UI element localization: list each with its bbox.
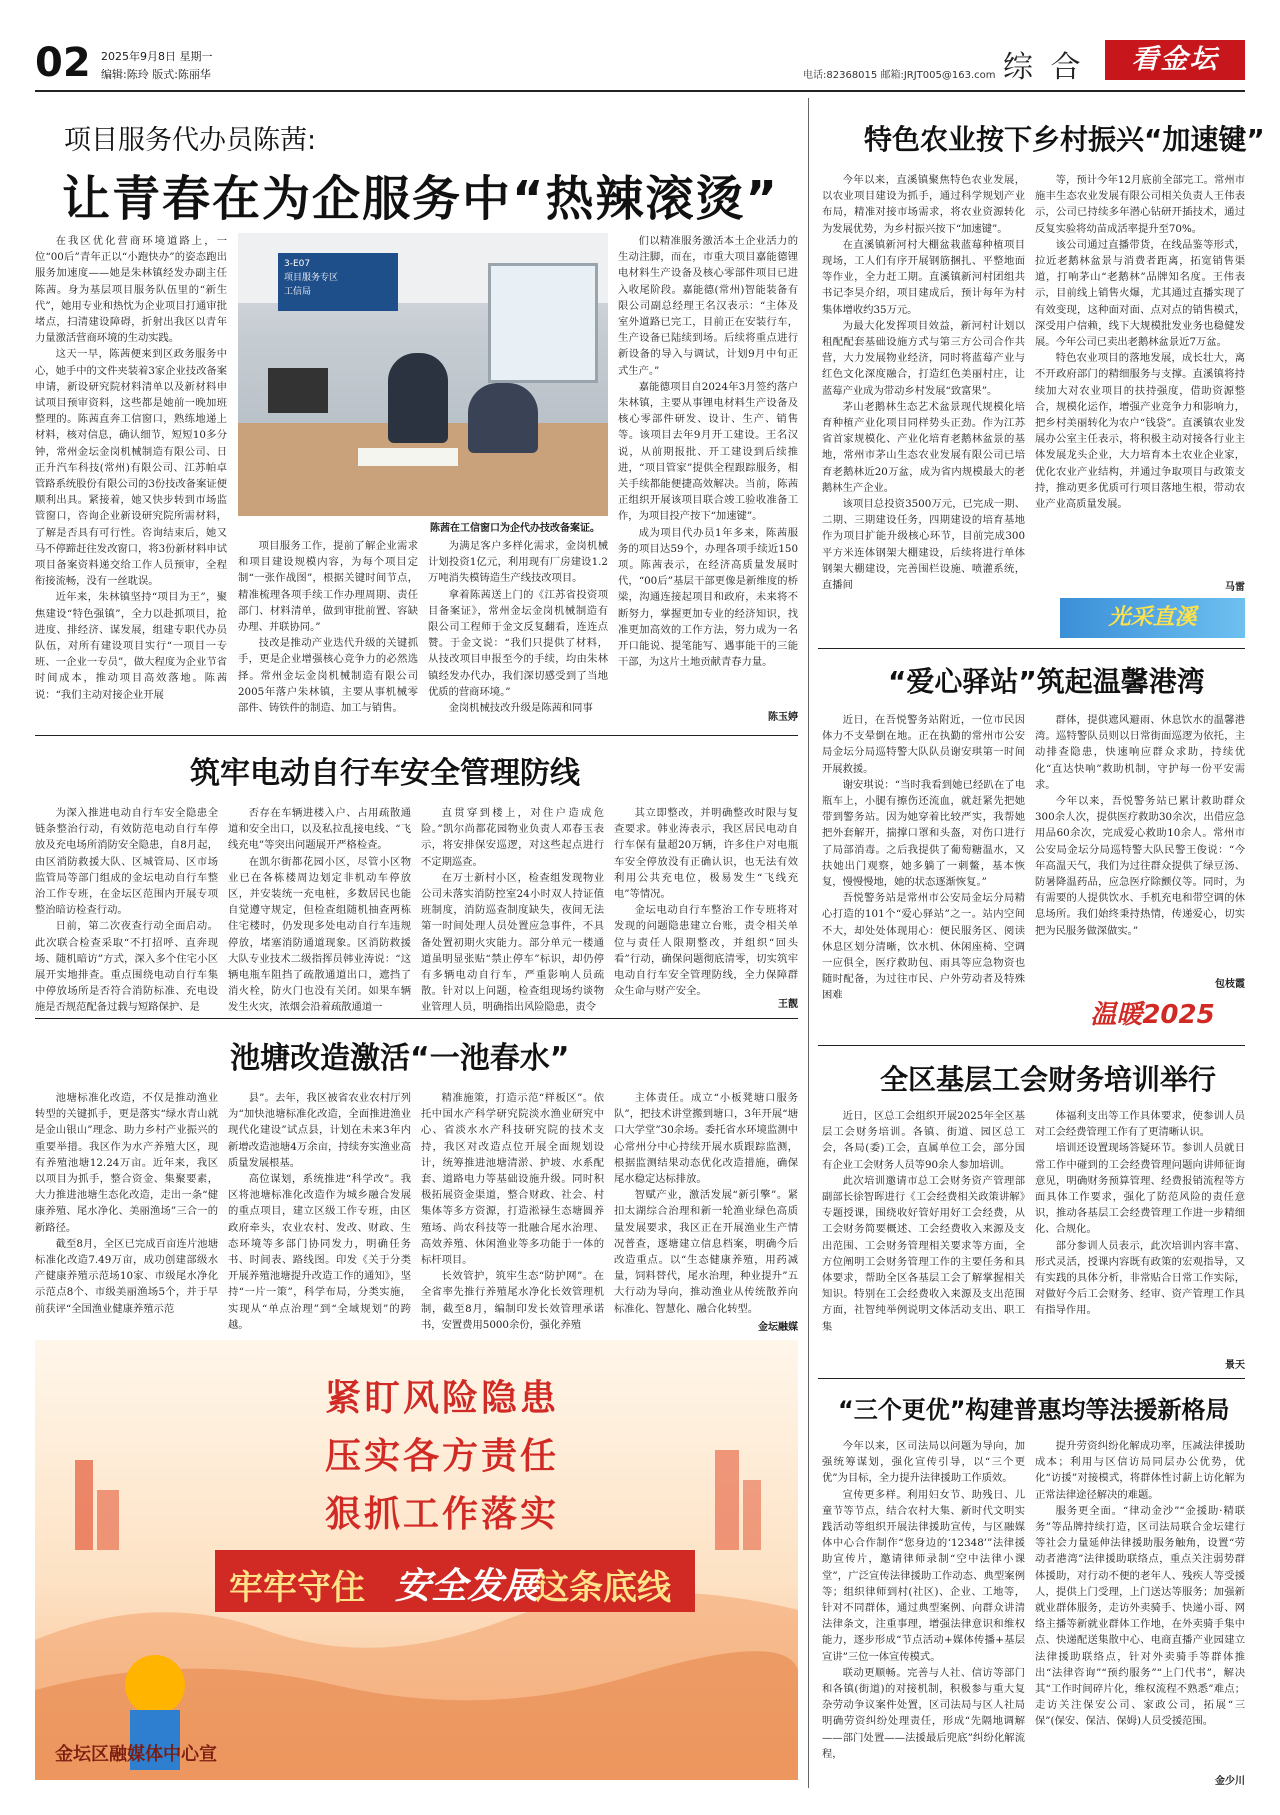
article1-title: 让青春在为企服务中“热辣滚烫” bbox=[62, 171, 780, 227]
article6-col1: 近日，区总工会组织开展2025年全区基层工会财务培训。各镇、街道、园区总工会，各局(委)工会，直属单位工会，部分国有企业工会财务人员等90余人参加培训。 此次培训邀请市总工会财务资产管理部副部长徐智晖进行《工会经费相关政策讲解》专题授课，围绕收好管好用好工会经费，从工会财务简要概述、工会经费收入来源及支出范围、工会财务管理相关要求等方面，全方位阐明工会财务管理工作的主要任务和具体要求，帮助全区各基层工会了解掌握相关知识。特别在工会经费收入来源及支出范围方面，社智纯举例说明文体活动支出、职工集 bbox=[822, 1110, 1025, 1333]
photo-person-right bbox=[468, 383, 538, 453]
article3-col3: 精准施策，打造示范“样板区”。依托中国水产科学研究院淡水渔业研究中心、省淡水水产科技研究院的技术支持，我区对改造点位开展全面规划设计，统筹推进池塘清淤、护坡、水系配套、道路电力等基础设施升级。同时积极拓展资金渠道，整合财政、社会、村集体等多方资源，打造淞禄生态塘圆养殖场、尚农科技等一批融合尾水治理、高效养殖、休闲渔业等多功能于一体的标杆项目。 长效管护，筑牢生态“防护网”。在全省率先推行养殖尾水净化长效管理机制，截至8月，编制印发长效管理承诺书，安置费用5000余份，强化养殖 bbox=[421, 1092, 604, 1331]
article2-col2: 否存在车辆进楼入户、占用疏散通道和安全出口，以及私拉乱接电线、“飞线充电”等突出问题展开严格检查。 在凯尔街都花园小区，尽管小区物业已在各栋楼周边划定非机动车停放区，并安装统一充电桩，多数居民也能自觉遵守规定，但检查组随机抽查两栋住宅楼时，仍发现多处电动自行车违规停放，堵塞消防通道现象。区消防救援大队专业技术二级指挥员韩业涛说：“这辆电瓶车阻挡了疏散通道出口，遮挡了消火栓，防火门也没有关闭。如果车辆发生火灾，浓烟会沿着疏散通道一 bbox=[228, 807, 411, 1014]
editors: 编辑:陈玲 版式:陈丽华 bbox=[101, 68, 211, 81]
article4-col1: 今年以来，直溪镇聚焦特色农业发展，以农业项目建设为抓手，通过科学规划产业布局，精准对接市场需求，将农业资源转化为发展优势，为乡村振兴按下“加速键”。 在直溪镇新河村大棚盆栽蓝莓种植项目现场，工人们有序开展钢筋捆扎、平整地面等作业，全力赶工期。直溪镇新河村团组共书记李昊介绍，项目建成后，预计每年为村集体增收约35万元。 为最大化发挥项目效益，新河村计划以租配配套基础设施方式与第三方公司合作共营，大力发展物业经济，同时将蓝莓产业与红色文化深度融合，打造红色美丽村庄，让蓝莓产业成为带动乡村发展“致富果”。 茅山老鹅林生态艺术盆景现代规模化培育种植产业化项目同样势头正劲。作为江苏省首家规模化、产业化培育老鹅林盆景的基地，常州市茅山生态农业发展有限公司已培育老鹅林近20万盆，成为省内规模最大的老鹅林生产企业。 该项目总投资3500万元，已完成一期、二期、三期建设任务，四期建设的培育基地作为项目扩能升级核心环节，目前完成300平方米连体钢架大棚建设，后续将进行单体钢架大棚建设，完善围栏设施、喷灌系统，直播间 bbox=[822, 174, 1025, 592]
article5-col2: 群体，提供遮风避雨、休息饮水的温馨港湾。巡特警队员则以日常街面巡逻为依托，主动排查隐患，快速响应群众求助，持续优化“直达快响”救助机制，守护每一份平安需求。 今年以来，吾悦警务站已累计救助群众300余人次，提供医疗救助30余次，出借应急用品60余次，完成爱心救助10余人。常州市公安局金坛分局巡特警大队民警王俊说：“今年高温天气，我们为过往群众提供了绿豆汤、防暑降温药品，应急医疗除颤仪等。同时，为有需要的人提供饮水、手机充电和带空调的休息场所。我们始终秉持热情，传递爱心，切实把为民服务做深做实。” bbox=[1035, 714, 1245, 937]
divider-a1-a2 bbox=[35, 735, 798, 736]
article6-col2: 体福利支出等工作具体要求，使参训人员对工会经费管理工作有了更清晰认识。 培训还设置现场答疑环节。参训人员就日常工作中碰到的工会经费管理问题向讲师征询意见，明确财务预算管理、经费报销流程等方面具体工作要求，强化了防范风险的责任意识，推动各基层工会经费管理工作进一步精细化、合规化。 部分参训人员表示，此次培训内容丰富、形式灵活，授课内容既有政策的宏观指导，又有实践的具体分析，非常贴合日常工作实际，对做好今后工会财务、经审、资产管理工作具有指导作用。 bbox=[1035, 1110, 1245, 1317]
divider-a2-a3 bbox=[35, 1018, 798, 1019]
ad-banner bbox=[215, 1550, 695, 1612]
article3-col2: 县”。去年，我区被省农业农村厅列为“加快池塘标准化改造，全面推进渔业现代化建设”试点县，计划在未来3年内新增改造池塘4万余亩，持续夯实渔业高质量发展根基。 高位谋划，系统推进“科学改”。我区将池塘标准化改造作为城乡融合发展的重点项目，建立区级工作专班，由区政府牵头，农业农村、发改、财政、生态环境等多部门协同发力，明确任务书、时间表、路线图。印发《关于分类开展养殖池塘提升改造工作的通知》，坚持“一片一策”，科学布局，分类实施，实现从“单点治理”到“全域规划”的跨越。 bbox=[228, 1092, 411, 1331]
page-number: 02 bbox=[35, 40, 91, 86]
article2-byline: 王靓 bbox=[778, 999, 798, 1010]
ad-line1: 紧盯风险隐患 bbox=[325, 1378, 560, 1419]
article1-col1: 在我区优化营商环境道路上，一位“00后”青年正以“小跑快办”的姿态跑出服务加速度——她是朱林镇经发办副主任陈茜。身为基层项目服务队伍里的“新生代”，她用专业和热忱为企业项目打通审批堵点，扫清建设障碍，折射出我区以青年力量激活营商环境的生动实践。 这天一早，陈茜便来到区政务服务中心，她手中的文件夹装着3家企业技改备案申请，新设研究院材料清单以及新材料申试项目预审资料，这些都是她前一晚加班整理的。陈茜直奔工信窗口，熟练地递上材料，核对信息，确认细节，短短10多分钟，常州金坛金岗机械制造有限公司、日正升汽车科技(常州)有限公司、江苏帕卓管路系统股份有限公司的3份技改备案证便顺利出具。紧接着，她又快步转到市场监管窗口，咨询企业新设研究院所需材料，了解是否具有可行性。咨询结束后，她又马不停蹄赶往发改窗口，将3份新材料申试项目备案资料递交给工作人员预审，全程衔接流畅，没有一丝耽误。 近年来，朱林镇坚持“项目为王”，聚焦建设“特色强镇”，全力以赴抓项目，抢进度、排经济、谋发展，组建专职代办员队伍，对所有建设项目实行“一项目一专班、一企业一专员”，做大程度为企业节省时间成本，推动项目高效落地。陈茜说：“我们主动对接企业开展 bbox=[35, 235, 227, 701]
photo-sign-line1: 3-E07 bbox=[284, 259, 311, 269]
article7-byline: 金少川 bbox=[1215, 1776, 1245, 1787]
photo-sign bbox=[278, 253, 398, 311]
article3-col4: 主体责任。成立“小板凳塘口服务队”，把技术讲堂搬到塘口，3年开展“塘口大学堂”30余场。委托省水环境监测中心常州分中心持续开展水质跟踪监测，根据监测结果动态优化改造措施，确保尾水稳定达标排放。 智赋产业，激活发展“新引擎”。紧扣太湖综合治理和新一轮渔业绿色高质量发展要求，我区正在开展渔业生产情况普查，逐塘建立信息档案，明确今后改造重点。以“生态健康养殖，用药减量，饲料替代，尾水治理，种业提升”五大行动为导向，推动渔业从传统散养向标准化、智慧化、融合化转型。 bbox=[614, 1092, 798, 1315]
photo-sign-line2: 项目服务专区 bbox=[284, 273, 339, 283]
ad-line4b: 安全发展 bbox=[395, 1566, 540, 1607]
ad-line4a: 牢牢守住 bbox=[229, 1568, 365, 1608]
section-name: 综 合 bbox=[1003, 50, 1085, 85]
article7-col2: 提升劳资纠纷化解成功率，压减法律援助成本；利用与区信访局同层办公优势，优化“访援”对接模式，将群体性讨薪上访化解为正常法律途径解决的难题。 服务更全面。“律动金沙”“金援助·精联务”等品牌持续打造，区司法局联合金坛建行等社会力量延伸法律援助服务触角，设置“劳动者港湾”法律援助联络点，重点关注弱势群体援助，对行动不便的老年人、残疾人等受援人，提供上门受理，上门送达等服务；加强新就业群体服务，走访外卖骑手、快递小哥、网络主播等新就业群体工作地，在外卖骑手集中点、快递配送集散中心、电商直播产业园建立法律援助联络点，针对外卖骑手等群体推出“法律咨询”“预约服务”“上门代书”，解决其“工作时间碎片化，维权流程不熟悉”难点；走访关注保安公司、家政公司，拓展“三保”(保安、保洁、保姆)人员受援范围。 bbox=[1035, 1440, 1245, 1728]
article1-photo-caption: 陈茜在工信窗口为企代办技改备案证。 bbox=[430, 523, 600, 534]
logo-text: 看金坛 bbox=[1131, 44, 1219, 75]
photo-desk-papers bbox=[358, 448, 458, 466]
ad-line4c: 这条底线 bbox=[535, 1568, 671, 1608]
article2-col4: 其立即整改，并明确整改时限与复查要求。韩业涛表示，我区居民电动自行车保有量超20万辆，许多住户对电瓶车安全停放没有正确认识，也无法有效利用公共充电位，极易发生“飞线充电”等情况。 金坛电动自行车整治工作专班将对发现的问题隐患建立台账，责令相关单位与责任人限期整改，并组织“回头看”行动，确保问题彻底清零，切实筑牢电动自行车安全管理防线，全力保障群众生命与财产安全。 bbox=[614, 807, 798, 998]
article3-col1: 池塘标准化改造，不仅是推动渔业转型的关键抓手，更是落实“绿水青山就是金山银山”理念、助力乡村产业振兴的重要举措。我区作为水产养殖大区，现有养殖池塘12.24万亩。近年来，我区以项目为抓手，整合资金、集聚要素，大力推进池塘生态化改造，走出一条“健康养殖、尾水净化、美丽渔场”三合一的新路径。 截至8月，全区已完成百亩连片池塘标准化改造7.49万亩，成功创建部级水产健康养殖示范场10家、市级尾水净化示范点8个、市级美丽渔场5个，并于早前获评“全国渔业健康养殖示范 bbox=[35, 1092, 218, 1315]
article2-title: 筑牢电动自行车安全管理防线 bbox=[190, 756, 580, 791]
article7-title: “三个更优”构建普惠均等法援新格局 bbox=[838, 1396, 1230, 1424]
article5-badge bbox=[1060, 995, 1245, 1035]
masthead-rule bbox=[35, 90, 1245, 92]
article5-byline: 包枝霞 bbox=[1215, 979, 1245, 990]
safety-ad bbox=[35, 1340, 798, 1780]
photo-monitor bbox=[268, 368, 328, 413]
divider-a6-a7 bbox=[818, 1378, 1245, 1379]
article5-col1: 近日，在吾悦警务站附近，一位市民因体力不支晕倒在地。正在执勤的常州市公安局金坛分局巡特警大队队员谢安琪第一时间开展救援。 谢安琪说：“当时我看到她已经趴在了电瓶车上，小腿有擦伤还流血，就赶紧先把她带到警务站。因为她穿着比较严实，我帮她把外套解开，揣撑口罩和头盔，对伤口进行了局部消毒。之后我提供了葡萄糖温水，又扶她出门观察，她多躺了一刺鳖，基本恢复，慢慢慢地，她的状态逐渐恢复。” 吾悦警务站是常州市公安局金坛分局精心打造的101个“爱心驿站”之一。站内空间不大，却处处体现用心：便民服务区、阅读休息区划分清晰，饮水机、休闲座椅、空调一应俱全，医疗救助包、雨具等应急物资也随时配备，为过往市民、户外劳动者及特殊困难 bbox=[822, 714, 1025, 1002]
ad-credit: 金坛区融媒体中心宣 bbox=[55, 1744, 217, 1765]
article5-badge-text: 温暖2025 bbox=[1090, 1000, 1215, 1030]
article1-col3: 为满足客户多样化需求，金岗机械计划投资1亿元，利用现有厂房建设1.2万吨消失模铸造生产线技改项目。 拿着陈茜送上门的《江苏省投资项目备案证》，常州金坛金岗机械制造有限公司工程师于金文反复翻看，连连点赞。于金文说：“我们只提供了材料，从技改项目申报至今的手续，均由朱林镇经发办代办，我们深切感受到了当地优质的营商环境。” 金岗机械技改升级是陈茜和同事 bbox=[428, 540, 608, 715]
article4-title: 特色农业按下乡村振兴“加速键” bbox=[864, 123, 1265, 156]
divider-a5-a6 bbox=[818, 1045, 1245, 1046]
divider-a4-a5 bbox=[818, 648, 1245, 649]
article4-byline: 马雷 bbox=[1225, 582, 1245, 593]
photo-window bbox=[488, 263, 598, 383]
article3-title: 池塘改造激活“一池春水” bbox=[230, 1041, 570, 1076]
article4-col2: 等，预计今年12月底前全部完工。常州市施丰生态农业发展有限公司相关负责人王伟表示，公司已持续多年潜心钻研开插技术，通过反复实验将幼苗成活率提升至70%。 该公司通过直播带货，在线品鉴等形式，拉近老鹅林盆景与消费者距离，拓宽销售渠道，打响茅山“老鹅林”品牌知名度。王伟表示，目前线上销售火爆，尤其通过直播实现了有效变现，这种面对面、点对点的销售模式，深受用户信赖，线下大规模批发业务也稳健发展。今年公司已卖出老鹅林盆景近7万盆。 特色农业项目的落地发展，成长壮大，离不开政府部门的精细服务与支撑。直溪镇将持续加大对农业项目的扶持强度，借助资源整合，规模化运作，增强产业竞争力和影响力，把乡村美丽转化为农户“钱袋”。直溪镇农业发展办公室主任表示，将积极主动对接各行业主体发展龙头企业，大力培育本土农业企业家，优化农业产业结构，并通过争取项目与政策支持，推动更多优质可行项目落地生根，带动农业产业高质量发展。 bbox=[1035, 174, 1245, 511]
article1-photo bbox=[238, 233, 608, 516]
article4-badge-text: 光采直溪 bbox=[1108, 605, 1197, 630]
article1-col2: 项目服务工作，提前了解企业需求和项目建设规模内容，为每个项目定制“一张作战图”，根据关键时间节点，精准梳理各项手续工作办理周期、责任部门、材料清单，做到审批前置、容缺办理、并联协同。” 技改是推动产业迭代升级的关键抓手，更是企业增强核心竞争力的必然选择。常州金坛金岗机械制造有限公司2005年落户朱林镇，主要从事机械零部件、铸铁件的制造、加工与销售。 bbox=[238, 540, 418, 715]
article1-col4: 们以精准服务激活本土企业活力的生动注脚，而在，市重大项目嘉能德锂电材料生产设备及核心零部件项目已进入收尾阶段。嘉能德(常州)智能装备有限公司副总经理王名汉表示：“主体及室外道路已完工，目前正在安装行车，生产设备已陆续到场。后续将重点进行新设备的导入与调试，计划9月中旬正式生产。” 嘉能德项目自2024年3月签约落户朱林镇，主要从事锂电材料生产设备及核心零部件研发、设计、生产、销售等。该项目去年9月开工建设。王名汉说，从前期报批、开工建设到后续推进，“项目管家”提供全程跟踪服务，相关手续都能便捷高效解决。当前，陈茜正组织开展该项目联合竣工验收准备工作，为项目投产按下“加速键”。 成为项目代办员1年多来，陈茜服务的项目达59个，办理各项手续近150项。陈茜表示，在经济高质量发展时代，“00后”基层干部更像是新维度的桥梁，沟通连接起项目和政府，未来将不断努力，掌握更加专业的经济知识，找准更加高效的工作方法，努力成为一名开口能说、提笔能写、遇事能干的三能干部，为这片土地贡献青春力量。 bbox=[618, 235, 798, 669]
article1-byline: 陈玉婷 bbox=[768, 712, 798, 723]
contact: 电话:82368015 邮箱:JRJT005@163.com bbox=[803, 70, 996, 81]
article6-title: 全区基层工会财务培训举行 bbox=[880, 1063, 1217, 1096]
article2-col3: 直贯穿到楼上，对住户造成危险。”凯尔尚都花园物业负责人邓春玉表示，将安排保安巡逻，对这些起点进行不定期巡查。 在万士新村小区，检查组发现物业公司未落实消防控室24小时双人持证值班制度，消防巡查制度缺失，夜间无法第一时间处理人员处置应急事件，不具备处置初期火灾能力。部分单元一楼通道虽明显张贴“禁止停车”标识，却仍停有多辆电动自行车，严重影响人员疏散。针对以上问题，检查组现场约谈物业管理人员，明确指出风险隐患，责令 bbox=[421, 807, 604, 1014]
article2-col1: 为深入推进电动自行车安全隐患全链条整治行动，有效防范电动自行车停放及充电场所消防安全隐患，自8月起，由区消防救援大队、区城管局、区市场监管局等部门组成的金坛电动自行车整治工作专班，在金坛区范围内开展专项整治暗访检查行动。 日前，第二次夜查行动全面启动。此次联合检查采取“不打招呼、直奔现场、随机暗访”方式，深入多个住宅小区展开实地排查。重点围绕电动自行车集中停放场所是否符合消防标准、充电设施是否规范配备过载与短路保护、是 bbox=[35, 807, 218, 1014]
article4-badge bbox=[1060, 598, 1245, 638]
ad-line3: 狠抓工作落实 bbox=[325, 1494, 560, 1535]
issue-date: 2025年9月8日 星期一 bbox=[101, 50, 213, 63]
article1-kicker: 项目服务代办员陈茜: bbox=[64, 125, 317, 156]
photo-sign-line3: 工信局 bbox=[284, 287, 312, 297]
masthead bbox=[35, 40, 1245, 88]
article3-byline: 金坛融媒 bbox=[758, 1322, 798, 1333]
article7-col1: 今年以来，区司法局以问题为导向，加强统筹谋划，强化宣传引导，以“三个更优”为目标，全力提升法律援助工作质效。 宣传更多样。利用妇女节、助残日、儿童节等节点，结合农村大集、新时代文明实践活动等组织开展法律援助宣传，与区融媒体中心合作制作“您身边的‘12348’”法律援助宣传片，邀请律师录制“空中法律小课堂”，广泛宣传法律援助工作动态、典型案例等；组织律师到村(社区)、企业、工地等，针对不同群体，通过典型案例、向群众讲清法律条文，注重事理，增强法律意识和维权能力，逐步形成“节点活动+媒体传播+基层宣讲”三位一体宣传模式。 联动更顺畅。完善与人社、信访等部门和各镇(街道)的对接机制，积极参与重大复杂劳动争议案件处置，区司法局与区人社局明确劳资纠纷处理责任，形成“先隔地调解——部门处置——法援最后兜底”纠纷化解流程， bbox=[822, 1440, 1025, 1760]
ad-line2: 压实各方责任 bbox=[325, 1436, 560, 1477]
article6-byline: 景天 bbox=[1225, 1360, 1245, 1371]
article5-title: “爱心驿站”筑起温馨港湾 bbox=[888, 665, 1205, 698]
logo bbox=[1105, 40, 1245, 80]
photo-person-left bbox=[388, 353, 448, 443]
column-separator bbox=[808, 98, 809, 1788]
